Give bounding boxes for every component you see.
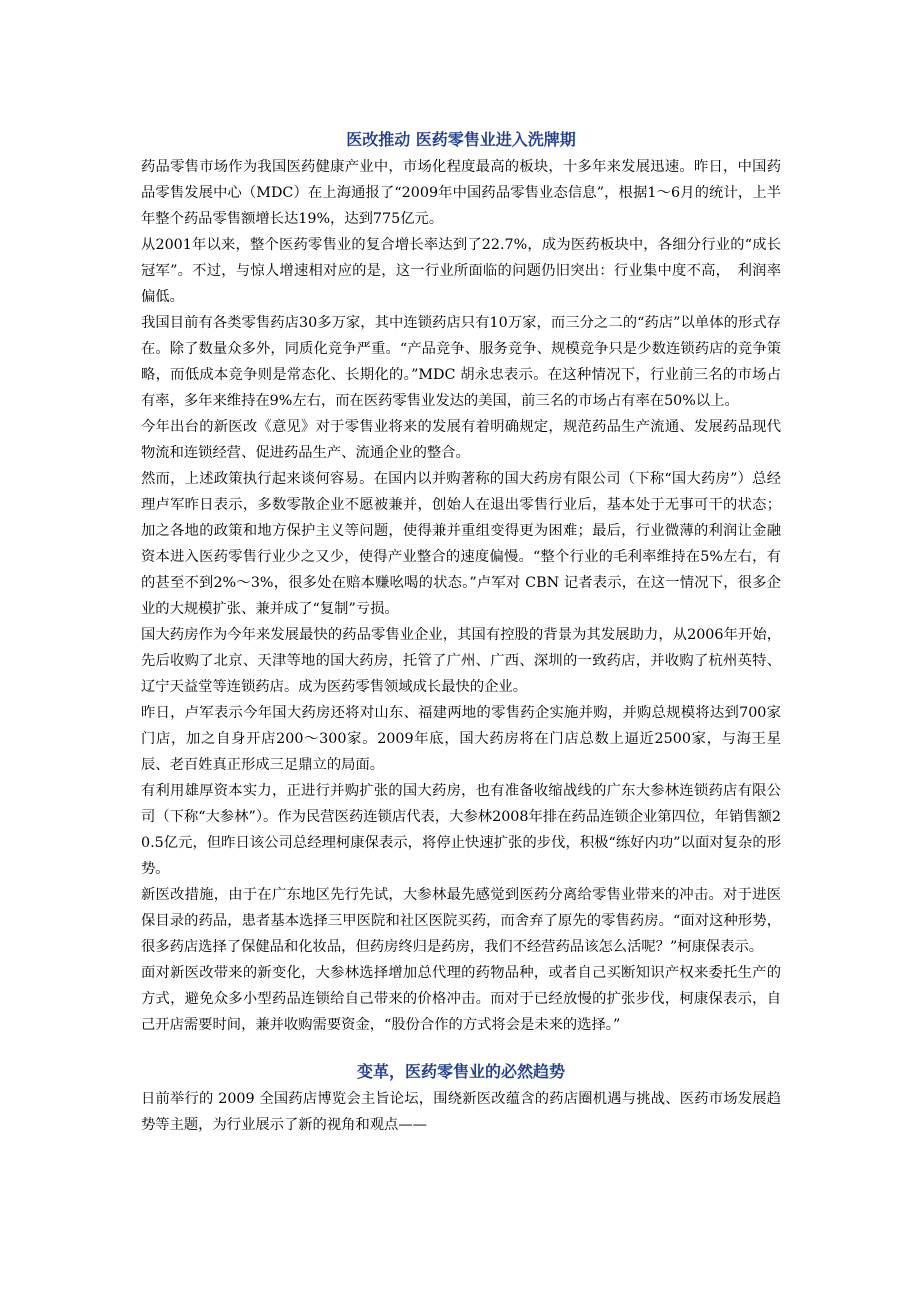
section-title: 医改推动 医药零售业进入洗牌期	[346, 130, 576, 149]
paragraph: 新医改措施，由于在广东地区先行先试，大参林最先感觉到医药分离给零售业带来的冲击。对于进医保目录的药品，患者基本选择三甲医院和社区医院买药，而舍弃了原先的零售药房。“面对这种形势，很多药店选择了保健品和化妆品，但药房终归是药房，我们不经营药品该怎么活呢？”柯康保表示。	[141, 887, 781, 955]
paragraph: 面对新医改带来的新变化，大参林选择增加总代理的药物品种，或者自己买断知识产权来委托生产的方式，避免众多小型药品连锁给自己带来的价格冲击。而对于已经放慢的扩张步伐，柯康保表示，自己开店需要时间，兼并收购需要资金，“股份合作的方式将会是未来的选择。”	[141, 965, 781, 1033]
paragraph: 从2001年以来，整个医药零售业的复合增长率达到了22.7%，成为医药板块中，各细分行业的“成长冠军”。不过，与惊人增速相对应的是，这一行业所面临的问题仍旧突出：行业集中度不高， 利润率偏低。	[141, 237, 781, 305]
paragraph: 我国目前有各类零售药店30多万家，其中连锁药店只有10万家，而三分之二的“药店”以单体的形式存在。除了数量众多外，同质化竞争严重。“产品竞争、服务竞争、规模竞争只是少数连锁药店的竞争策略，而低成本竞争则是常态化、长期化的。”MDC 胡永忠表示。在这种情况下，行业前三名的市场占有率，多年来维持在9%左右，而在医药零售业发达的美国，前三名的市场占有率在50%以上。	[141, 315, 781, 409]
paragraph: 昨日，卢军表示今年国大药房还将对山东、福建两地的零售药企实施并购，并购总规模将达到700家门店，加之自身开店200～300家。2009年底，国大药房将在门店总数上逼近2500家，与海王星辰、老百姓真正形成三足鼎立的局面。	[141, 705, 781, 773]
paragraph: 然而，上述政策执行起来谈何容易。在国内以并购著称的国大药房有限公司（下称“国大药房”）总经理卢军昨日表示，多数零散企业不愿被兼并，创始人在退出零售行业后，基本处于无事可干的状态；加之各地的政策和地方保护主义等问题，使得兼并重组变得更为困难；最后，行业微薄的利润让金融资本进入医药零售行业少之又少，使得产业整合的速度偏慢。“整个行业的毛利率维持在5%左右，有的甚至不到2%～3%，很多处在赔本赚吆喝的状态。”卢军对 CBN 记者表示，在这一情况下，很多企业的大规模扩张、兼并成了“复制”亏损。	[141, 471, 781, 617]
paragraph: 日前举行的 2009 全国药店博览会主旨论坛，围绕新医改蕴含的药店圈机遇与挑战、医药市场发展趋势等主题，为行业展示了新的视角和观点——	[141, 1091, 781, 1133]
paragraph: 国大药房作为今年来发展最快的药品零售业企业，其国有控股的背景为其发展助力，从2006年开始，先后收购了北京、天津等地的国大药房，托管了广州、广西、深圳的一致药店，并收购了杭州英特、辽宁天益堂等连锁药店。成为医药零售领域成长最快的企业。	[141, 627, 781, 695]
paragraph: 药品零售市场作为我国医药健康产业中，市场化程度最高的板块，十多年来发展迅速。昨日，中国药品零售发展中心（MDC）在上海通报了“2009年中国药品零售业态信息”，根据1～6月的统计，上半年整个药品零售额增长达19%，达到775亿元。	[141, 159, 781, 227]
section-spacer	[141, 1038, 781, 1058]
section-title: 变革，医药零售业的必然趋势	[356, 1062, 565, 1081]
paragraph: 有利用雄厚资本实力，正进行并购扩张的国大药房，也有准备收缩战线的广东大参林连锁药店有限公司（下称“大参林”）。作为民营医药连锁店代表，大参林2008年排在药品连锁企业第四位，年销售额20.5亿元，但昨日该公司总经理柯康保表示，将停止快速扩张的步伐，积极“练好内功”以面对复杂的形势。	[141, 783, 781, 877]
document-body	[141, 126, 781, 1138]
paragraph: 今年出台的新医改《意见》对于零售业将来的发展有着明确规定，规范药品生产流通、发展药品现代物流和连锁经营、促进药品生产、流通企业的整合。	[141, 419, 781, 461]
